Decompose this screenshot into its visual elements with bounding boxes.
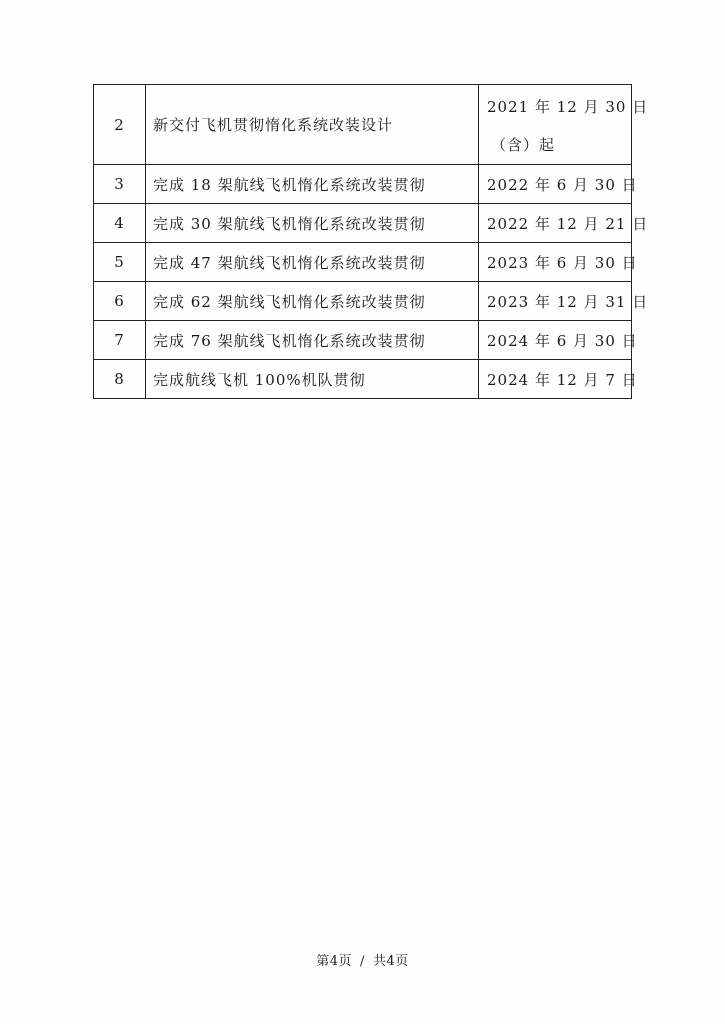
date-cell: 2023 年 12 月 31 日: [479, 282, 632, 321]
page-number: 第4页: [316, 954, 353, 969]
task-cell: 完成 62 架航线飞机惰化系统改装贯彻: [146, 282, 479, 321]
date-text: 2021 年 12 月 30 日: [487, 97, 649, 116]
page-footer: [0, 950, 725, 969]
date-cell: 2023 年 6 月 30 日: [479, 243, 632, 282]
table-row: [94, 282, 632, 321]
row-number: 7: [94, 321, 146, 360]
task-cell: 完成航线飞机 100%机队贯彻: [146, 360, 479, 399]
row-number: 3: [94, 165, 146, 204]
schedule-table: [93, 84, 649, 399]
date-cell: 2024 年 12 月 7 日: [479, 360, 632, 399]
table-row: [94, 360, 632, 399]
row-number: 2: [94, 85, 146, 165]
row-number: 4: [94, 204, 146, 243]
task-cell: 新交付飞机贯彻惰化系统改装设计: [146, 85, 479, 165]
table-row: [94, 85, 632, 165]
page-total: 共4页: [372, 954, 409, 969]
row-number: 5: [94, 243, 146, 282]
date-cell: 2022 年 12 月 21 日: [479, 204, 632, 243]
table-row: [94, 243, 632, 282]
table-row: [94, 165, 632, 204]
table-row: [94, 321, 632, 360]
task-cell: 完成 18 架航线飞机惰化系统改装贯彻: [146, 165, 479, 204]
page-separator: /: [360, 954, 365, 969]
row-number: 6: [94, 282, 146, 321]
row-number: 8: [94, 360, 146, 399]
task-cell: 完成 47 架航线飞机惰化系统改装贯彻: [146, 243, 479, 282]
date-cell: 2022 年 6 月 30 日: [479, 165, 632, 204]
date-cell: [479, 85, 649, 165]
task-cell: 完成 30 架航线飞机惰化系统改装贯彻: [146, 204, 479, 243]
task-cell: 完成 76 架航线飞机惰化系统改装贯彻: [146, 321, 479, 360]
date-cell: 2024 年 6 月 30 日: [479, 321, 632, 360]
table-row: [94, 204, 632, 243]
date-note: （含）起: [491, 135, 556, 154]
